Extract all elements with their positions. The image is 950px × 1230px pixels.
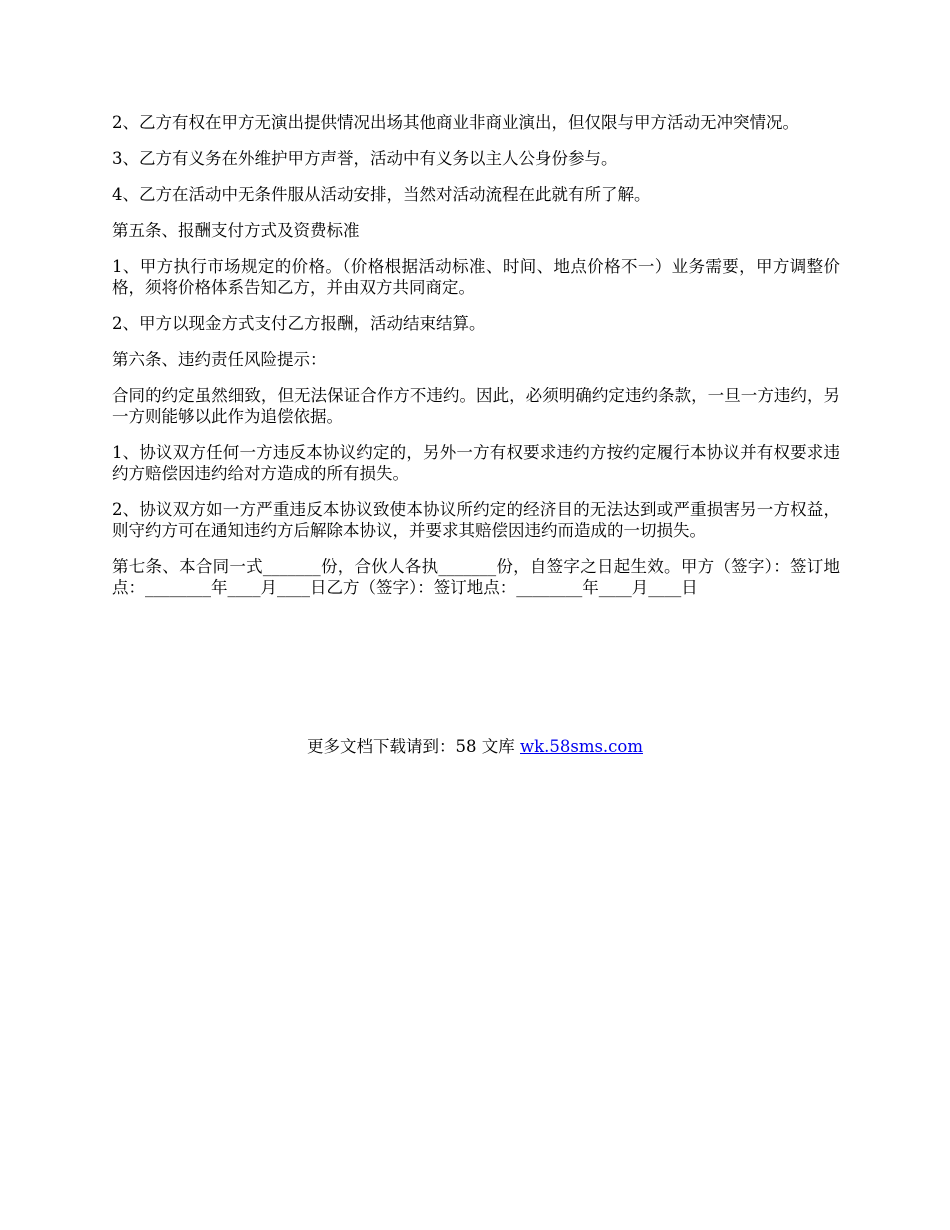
section-heading: 第六条、违约责任风险提示： — [112, 350, 327, 369]
download-footer — [0, 736, 950, 757]
clause-paragraph: 4、乙方在活动中无条件服从活动安排，当然对活动流程在此就有所了解。 — [112, 185, 651, 204]
clause-paragraph: 3、乙方有义务在外维护甲方声誉，活动中有义务以主人公身份参与。 — [112, 149, 618, 168]
clause-paragraph: 2、乙方有权在甲方无演出提供情况出场其他商业非商业演出，但仅限与甲方活动无冲突情况。 — [112, 113, 799, 132]
section-heading: 第五条、报酬支付方式及资费标准 — [112, 221, 360, 240]
clause-paragraph: 2、协议双方如一方严重违反本协议致使本协议所约定的经济目的无法达到或严重损害另一方权益，则守约方可在通知违约方后解除本协议，并要求其赔偿因违约而造成的一切损失。 — [112, 500, 840, 540]
clause-paragraph: 1、协议双方任何一方违反本协议约定的，另外一方有权要求违约方按约定履行本协议并有权要求违约方赔偿因违约给对方造成的所有损失。 — [112, 443, 840, 483]
footer-text: 更多文档下载请到：58 文库 — [306, 737, 520, 756]
signature-clause: 第七条、本合同一式_______份，合伙人各执_______份，自签字之日起生效。甲方（签字）：签订地点：________年____月____日乙方（签字）：签订地点：________年____月____日 — [112, 557, 840, 597]
clause-paragraph: 1、甲方执行市场规定的价格。（价格根据活动标准、时间、地点价格不一）业务需要，甲方调整价格，须将价格体系告知乙方，并由双方共同商定。 — [112, 257, 840, 297]
document-body — [112, 112, 840, 613]
clause-paragraph: 合同的约定虽然细致，但无法保证合作方不违约。因此，必须明确约定违约条款，一旦一方违约，另一方则能够以此作为追偿依据。 — [112, 386, 840, 426]
footer-link[interactable]: wk.58sms.com — [519, 737, 643, 756]
clause-paragraph: 2、甲方以现金方式支付乙方报酬，活动结束结算。 — [112, 314, 486, 333]
